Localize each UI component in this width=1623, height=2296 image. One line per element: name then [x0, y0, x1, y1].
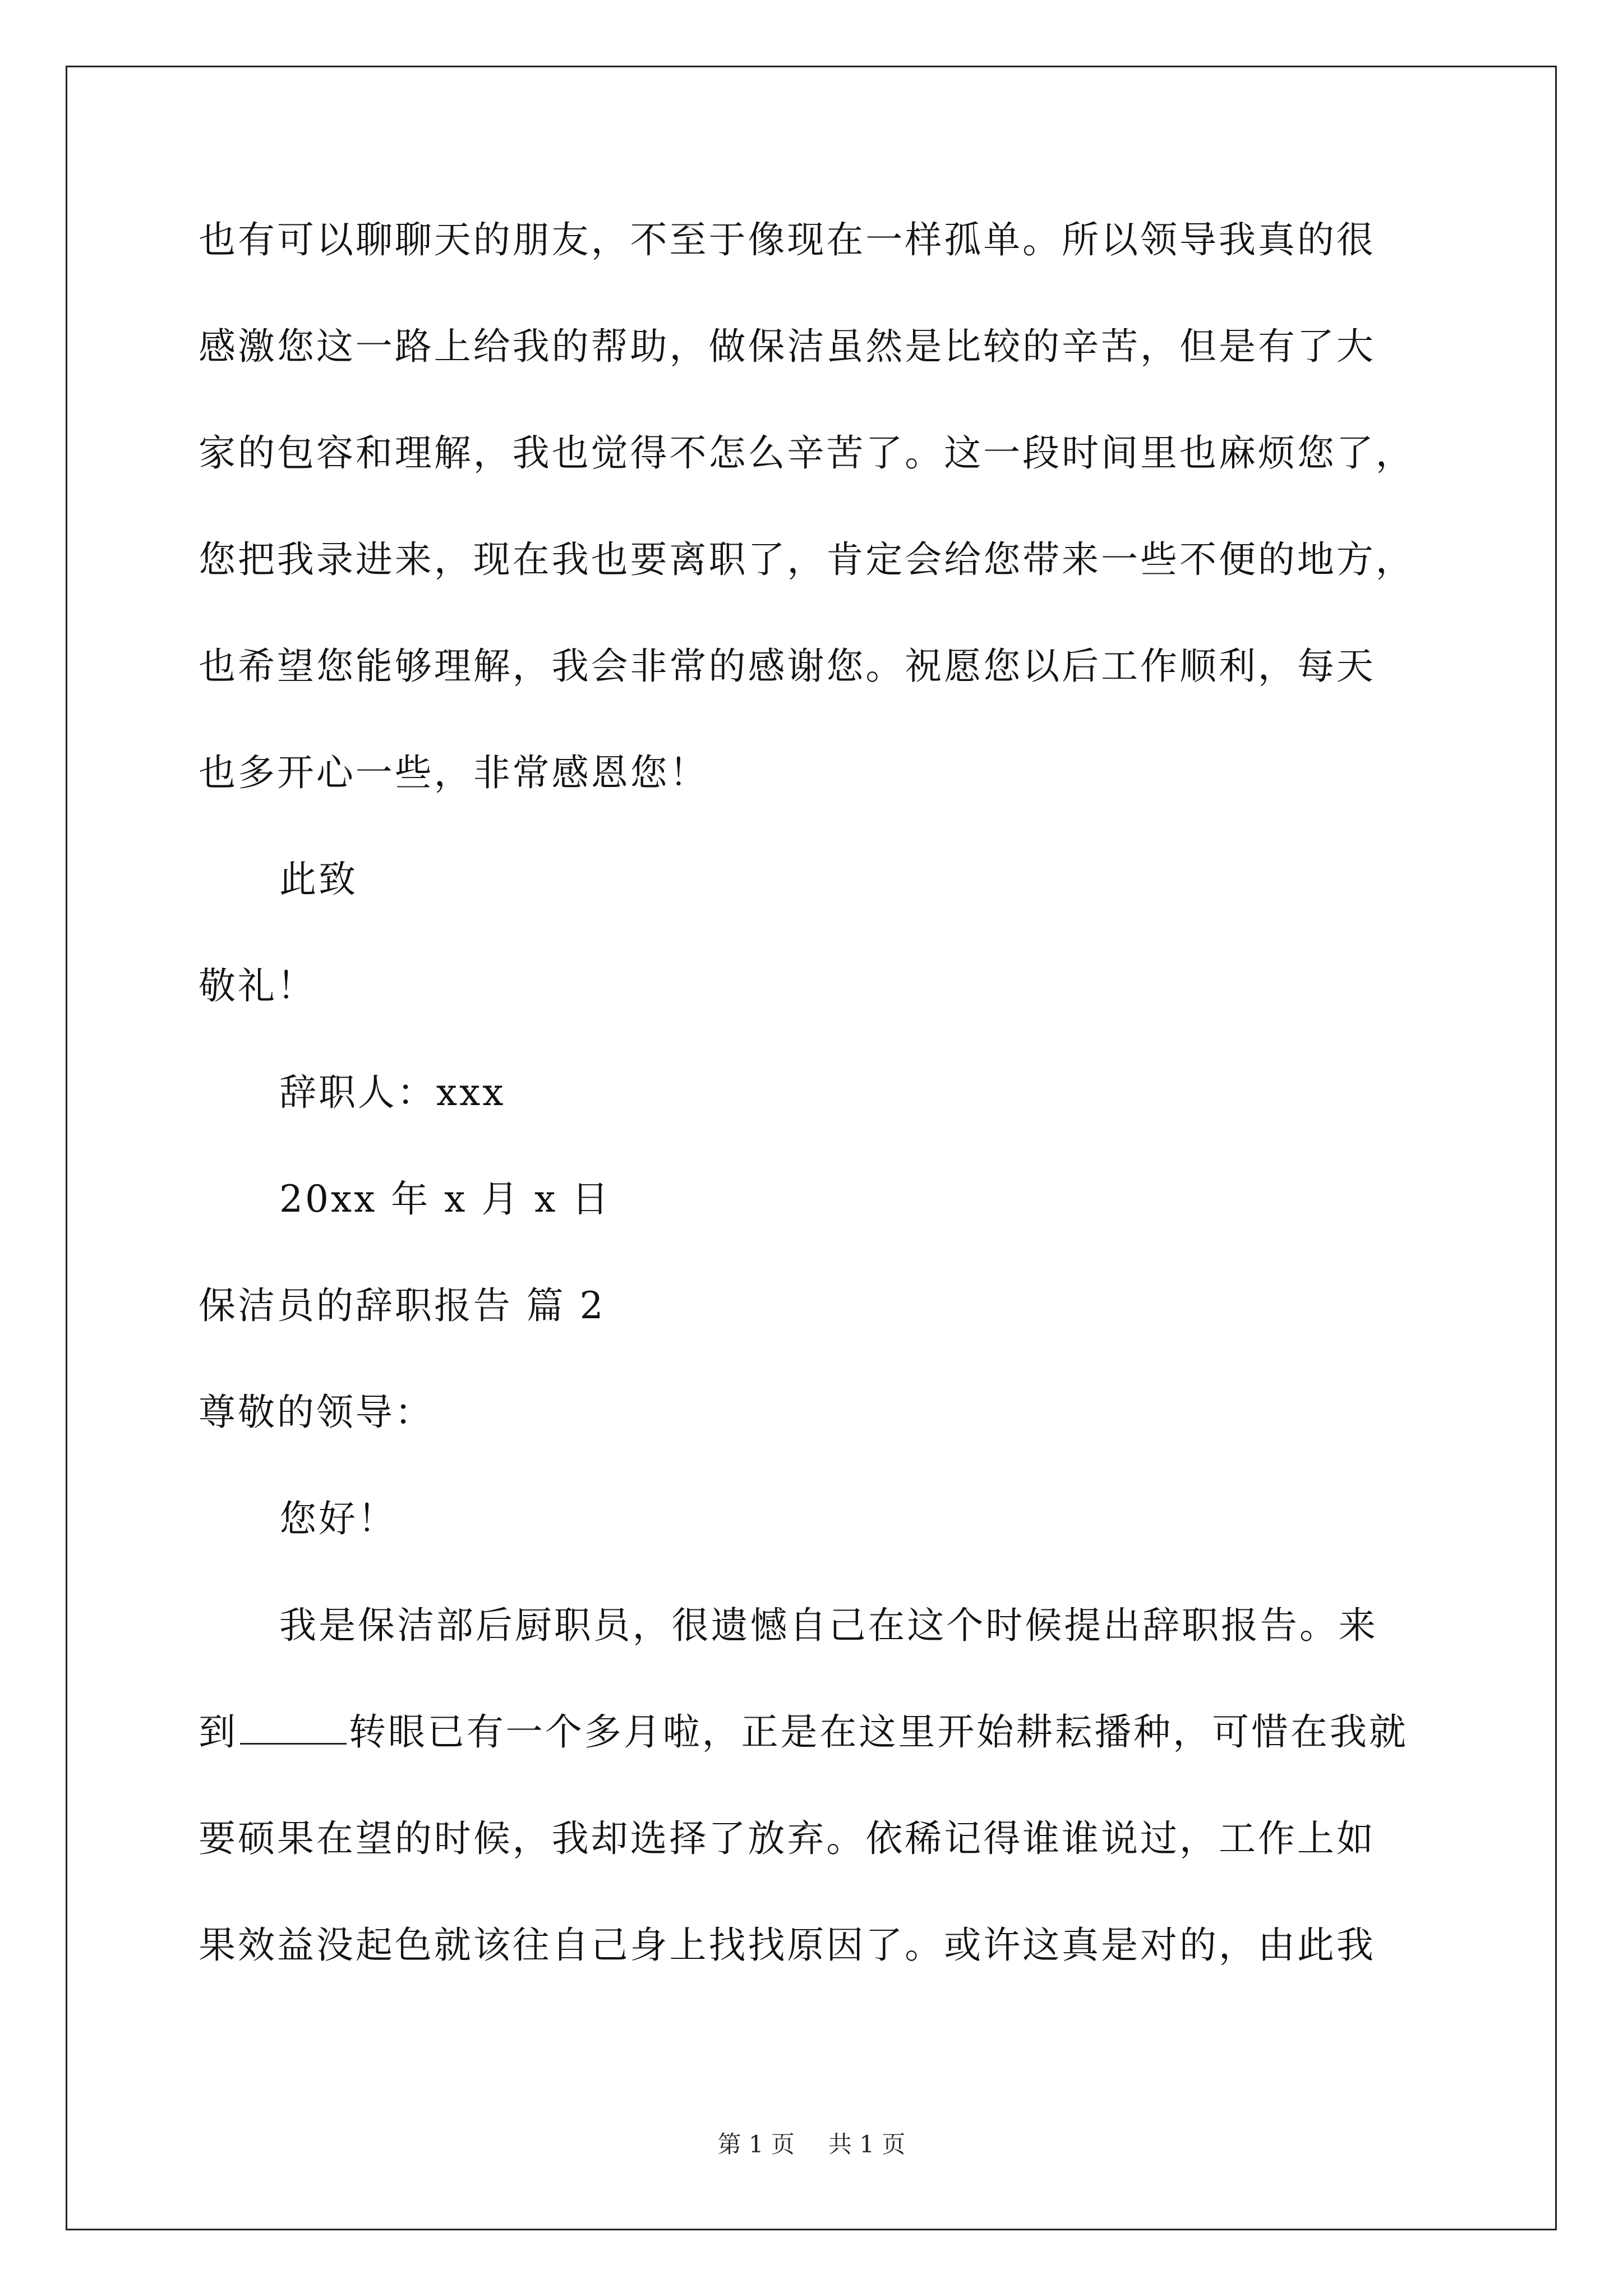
hello-text: 您好！ [279, 1497, 397, 1540]
salute-text: 敬礼！ [199, 964, 316, 1007]
section-title: 保洁员的辞职报告 篇 2 [199, 1284, 606, 1327]
paragraph-line: 家的包容和理解，我也觉得不怎么辛苦了。这一段时间里也麻烦您了， [199, 431, 1415, 475]
page-frame [66, 66, 1557, 2230]
paragraph-line: 您把我录进来，现在我也要离职了，肯定会给您带来一些不便的地方， [199, 538, 1415, 581]
greeting-text: 尊敬的领导： [199, 1391, 434, 1434]
line-start-text: 到 [199, 1710, 238, 1754]
date-text: 20xx 年 x 月 x 日 [279, 1177, 611, 1221]
fill-in-blank [240, 1710, 347, 1745]
paragraph-line: 果效益没起色就该往自己身上找找原因了。或许这真是对的，由此我 [199, 1924, 1376, 1967]
paragraph-line: 也有可以聊聊天的朋友，不至于像现在一样孤单。所以领导我真的很 [199, 218, 1376, 261]
page-total: 共 1 页 [828, 2131, 906, 2158]
page-footer [0, 2129, 1623, 2160]
paragraph-line: 要硕果在望的时候，我却选择了放弃。依稀记得谁谁说过，工作上如 [199, 1817, 1376, 1860]
paragraph-line: 我是保洁部后厨职员，很遗憾自己在这个时候提出辞职报告。来 [279, 1604, 1378, 1647]
paragraph-line: 也多开心一些，非常感恩您！ [199, 751, 709, 794]
paragraph-line: 感激您这一路上给我的帮助，做保洁虽然是比较的辛苦，但是有了大 [199, 325, 1376, 368]
paragraph-line: 也希望您能够理解，我会非常的感谢您。祝愿您以后工作顺利，每天 [199, 645, 1376, 688]
signature-text: 辞职人：xxx [279, 1071, 506, 1114]
closing-text: 此致 [279, 858, 358, 901]
paragraph-line-with-blank [199, 1710, 1408, 1755]
line-end-text: 转眼已有一个多月啦，正是在这里开始耕耘播种，可惜在我就 [348, 1710, 1408, 1754]
page-number: 第 1 页 [717, 2131, 795, 2158]
